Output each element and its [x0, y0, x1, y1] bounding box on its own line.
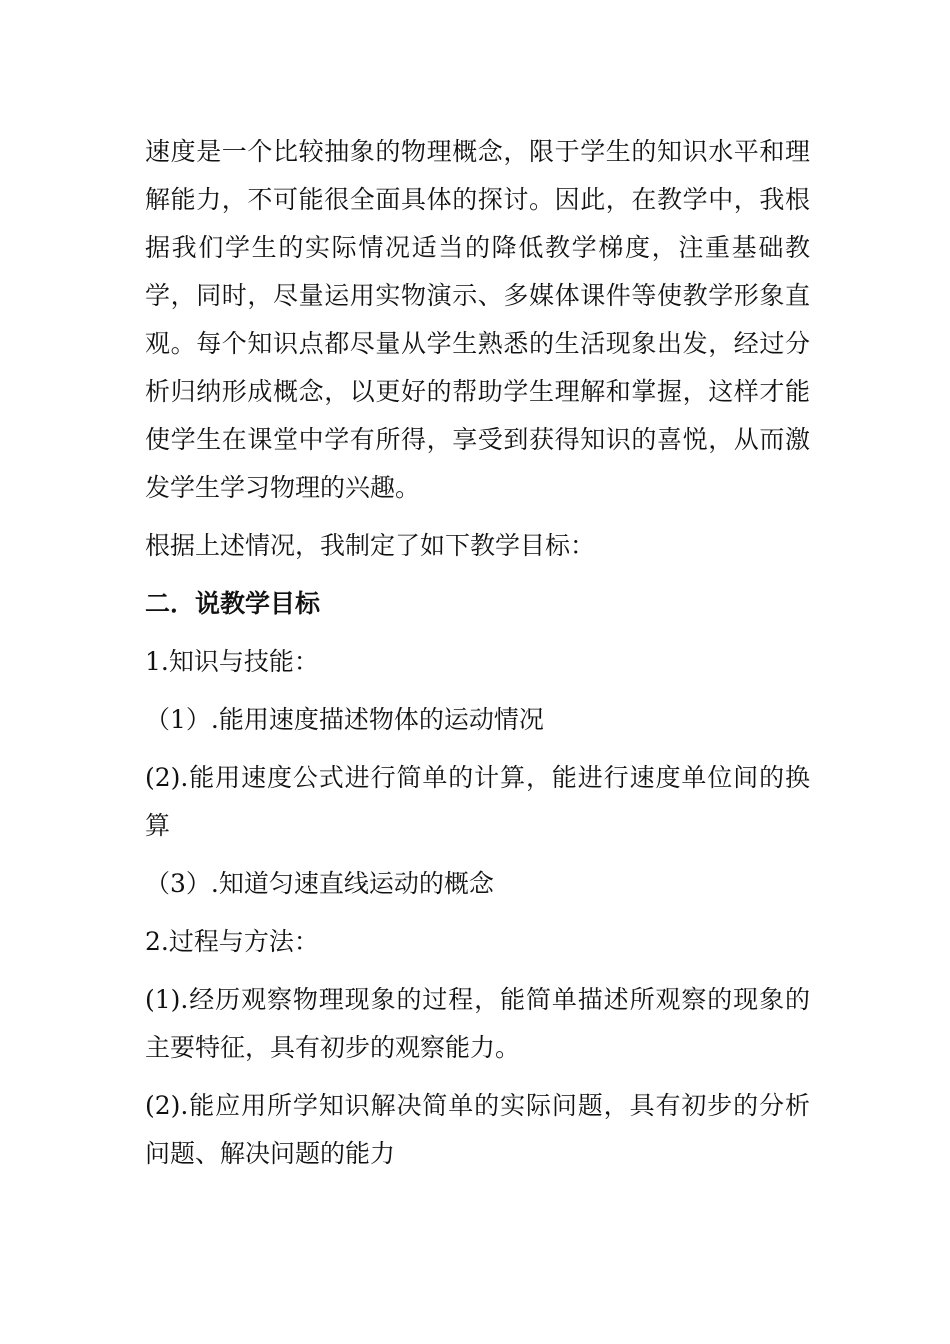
process-title: 2.过程与方法：: [145, 927, 319, 956]
process-item-2: (2).能应用所学知识解决简单的实际问题，具有初步的分析问题、解决问题的能力: [145, 1091, 810, 1168]
document-body: [145, 128, 810, 1178]
section-heading: 二．说教学目标: [145, 589, 321, 618]
intro-paragraph: 速度是一个比较抽象的物理概念，限于学生的知识水平和理解能力，不可能很全面具体的探讨。因此，在教学中，我根据我们学生的实际情况适当的降低教学梯度，注重基础教学，同时，尽量运用实物演示、多媒体课件等使教学形象直观。每个知识点都尽量从学生熟悉的生活现象出发，经过分析归纳形成概念，以更好的帮助学生理解和掌握，这样才能使学生在课堂中学有所得，享受到获得知识的喜悦，从而激发学生学习物理的兴趣。: [145, 137, 810, 502]
knowledge-title: 1.知识与技能：: [145, 647, 319, 676]
lead-paragraph: 根据上述情况，我制定了如下教学目标：: [145, 531, 596, 560]
process-item-1: (1).经历观察物理现象的过程，能简单描述所观察的现象的主要特征，具有初步的观察能力。: [145, 985, 810, 1062]
knowledge-item-2: (2).能用速度公式进行简单的计算，能进行速度单位间的换算: [145, 763, 810, 840]
knowledge-item-3: （3）.知道匀速直线运动的概念: [145, 869, 494, 898]
knowledge-item-1: （1）.能用速度描述物体的运动情况: [145, 705, 544, 734]
